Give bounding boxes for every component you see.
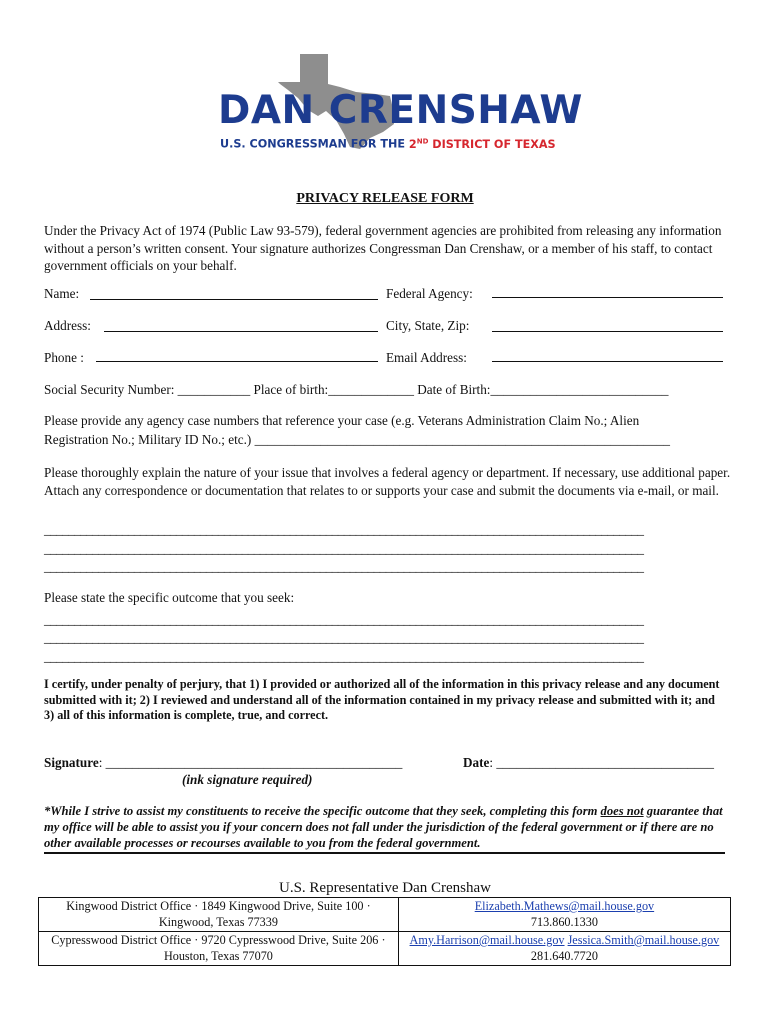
city-state-zip-field[interactable] xyxy=(492,331,723,332)
representative-title: U.S. Representative Dan Crenshaw xyxy=(278,880,492,896)
outcome-line-1[interactable]: ____________________________________________________________________________________________________ xyxy=(44,612,644,627)
disclaimer: *While I strive to assist my constituents to receive the specific outcome that they seek, completing this form does not guarantee that my office will be able to assist you if your concern does not fall under the jurisdiction of the federal government or if there are no other available processes or recourses available to you from the federal government. xyxy=(44,804,723,850)
certification-statement: I certify, under penalty of perjury, that 1) I provided or authorized all of the information in this privacy release and any document submitted with it; 2) I reviewed and understand all of the information contained in my privacy release and submitted with it; and 3) all of this information is complete, true, and correct. xyxy=(44,677,720,722)
email-link[interactable]: Amy.Harrison@mail.house.gov xyxy=(409,933,565,947)
signature-field[interactable]: Signature: _____________________________________________ xyxy=(44,755,403,770)
logo-name: DAN CRENSHAW xyxy=(218,88,583,133)
explain-line-2[interactable]: ____________________________________________________________________________________________________ xyxy=(44,541,644,556)
email-link[interactable]: Jessica.Smith@mail.house.gov xyxy=(567,933,720,947)
explain-line-3[interactable]: ____________________________________________________________________________________________________ xyxy=(44,559,644,574)
table-row xyxy=(39,898,731,932)
email-field[interactable] xyxy=(492,361,723,362)
city-state-zip-label: City, State, Zip: xyxy=(386,318,470,333)
email-label: Email Address: xyxy=(386,350,467,365)
phone-field[interactable] xyxy=(96,361,378,362)
name-label: Name: xyxy=(44,286,80,301)
kingwood-office-address: Kingwood District Office · 1849 Kingwood Drive, Suite 100 · Kingwood, Texas 77339 xyxy=(39,898,399,932)
case-numbers-field[interactable]: Registration No.; Military ID No.; etc.) _______________________________________________________________ xyxy=(44,432,671,447)
table-row xyxy=(39,932,731,966)
explain-line-1[interactable]: ____________________________________________________________________________________________________ xyxy=(44,522,644,537)
divider xyxy=(44,852,725,854)
date-field[interactable]: Date: _________________________________ xyxy=(463,755,714,770)
phone-number: 713.860.1330 xyxy=(530,914,598,929)
form-title: PRIVACY RELEASE FORM xyxy=(296,191,474,206)
explain-prompt: Please thoroughly explain the nature of your issue that involves a federal agency or department. If necessary, use additional paper. Attach any correspondence or documentation that relates to or supports your case and submit the documents via e-mail, or mail. xyxy=(44,465,731,498)
logo-subtitle: U.S. CONGRESSMAN FOR THE 2ND DISTRICT OF TEXAS xyxy=(220,137,556,151)
name-field[interactable] xyxy=(90,299,378,300)
federal-agency-field[interactable] xyxy=(492,297,723,298)
address-label: Address: xyxy=(44,318,91,333)
intro-paragraph: Under the Privacy Act of 1974 (Public Law 93-579), federal government agencies are prohibited from releasing any information without a person’s written consent. Your signature authorizes Congressman Dan Crenshaw, or a member of his staff, to contact government officials on your behalf. xyxy=(44,223,722,273)
outcome-line-3[interactable]: ____________________________________________________________________________________________________ xyxy=(44,649,644,664)
outcome-line-2[interactable]: ____________________________________________________________________________________________________ xyxy=(44,630,644,645)
address-field[interactable] xyxy=(104,331,378,332)
federal-agency-label: Federal Agency: xyxy=(386,286,473,301)
contact-table xyxy=(38,897,731,966)
email-link[interactable]: Elizabeth.Mathews@mail.house.gov xyxy=(474,899,655,913)
signature-note: (ink signature required) xyxy=(182,772,313,787)
ssn-birth-line[interactable]: Social Security Number: ___________ Place of birth:_____________ Date of Birth:___________________________ xyxy=(44,382,669,397)
kingwood-contact xyxy=(398,898,730,932)
phone-label: Phone : xyxy=(44,350,84,365)
cypresswood-office-address: Cypresswood District Office · 9720 Cypresswood Drive, Suite 206 · Houston, Texas 77070 xyxy=(39,932,399,966)
case-numbers-prompt: Please provide any agency case numbers that reference your case (e.g. Veterans Administration Claim No.; Alien xyxy=(44,413,640,428)
cypresswood-contact xyxy=(398,932,730,966)
phone-number: 281.640.7720 xyxy=(530,948,598,963)
outcome-prompt: Please state the specific outcome that you seek: xyxy=(44,590,295,605)
